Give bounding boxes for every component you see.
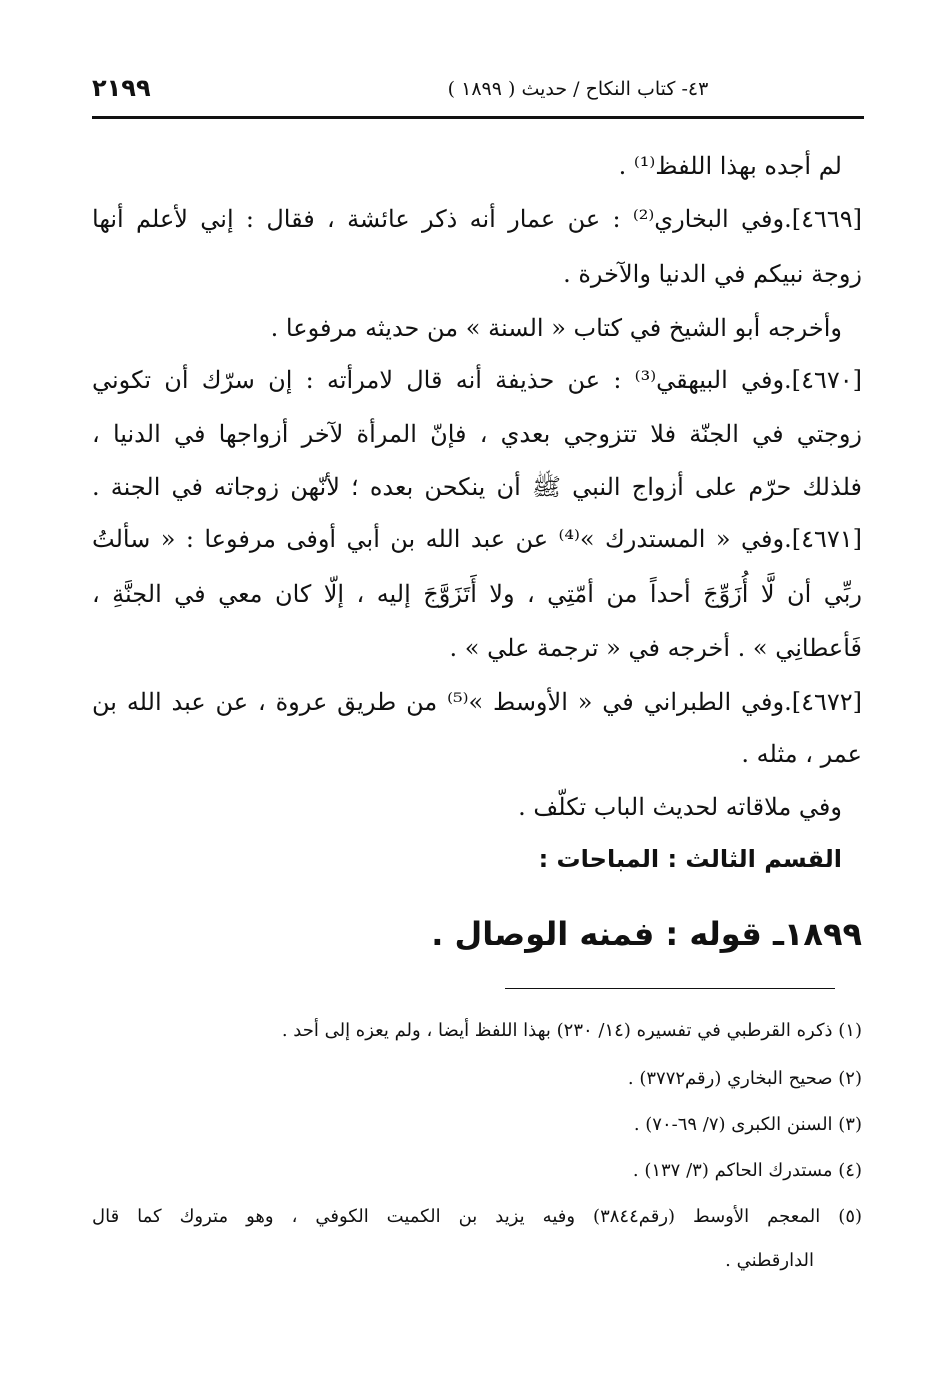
footnote: (٣) السنن الكبرى (٧/ ٦٩-٧٠) . [633,1114,862,1135]
body-line: زوجتي في الجنّة فلا تتزوجي بعدي ، فإنّ المرأة لآخر أزواجها في الدنيا ، [92,420,862,448]
footnote-separator [505,988,835,989]
page-header [92,70,864,119]
section-heading: القسم الثالث : المباحات : [538,845,842,873]
body-line: وأخرجه أبو الشيخ في كتاب « السنة » من حديثه مرفوعا . [270,314,842,342]
body-line: [٤٦٦٩].وفي البخاري⁽²⁾ : عن عمار أنه ذكر عائشة ، فقال : إني لأعلم أنها [92,205,862,233]
body-line: فَأعطانِي » . أخرجه في « ترجمة علي » . [449,634,862,662]
body-line: عمر ، مثله . [741,740,862,768]
body-line: لم أجده بهذا اللفظ⁽¹⁾ . [618,152,842,180]
footnote: (٥) المعجم الأوسط (رقم٣٨٤٤) وفيه يزيد بن الكميت الكوفي ، وهو متروك كما قال [92,1206,863,1227]
body-line: [٤٦٧٢].وفي الطبراني في « الأوسط »⁽⁵⁾ من طريق عروة ، عن عبد الله بن [92,688,863,716]
page-number: ٢١٩٩ [92,74,151,102]
footnote: (٢) صحيح البخاري (رقم٣٧٧٢) . [627,1068,862,1089]
footnote: (٤) مستدرك الحاكم (٣/ ١٣٧) . [632,1160,862,1181]
body-line: [٤٦٧٠].وفي البيهقي⁽³⁾ : عن حذيفة أنه قال لامرأته : إن سرّك أن تكوني [92,366,862,394]
body-line: فلذلك حرّم على أزواج النبي ﷺ أن ينكحن بعده ؛ لأنّهن زوجاته في الجنة . [92,473,862,501]
footnote: (١) ذكره القرطبي في تفسيره (١٤/ ٢٣٠) بهذا اللفظ أيضا ، ولم يعزه إلى أحد . [281,1020,862,1041]
body-line: زوجة نبيكم في الدنيا والآخرة . [563,260,862,288]
hadith-heading: ١٨٩٩ـ قوله : فمنه الوصال . [431,915,862,953]
body-line: وفي ملاقاته لحديث الباب تكلّف . [518,793,842,821]
body-line: [٤٦٧١].وفي « المستدرك »⁽⁴⁾ عن عبد الله بن أبي أوفى مرفوعا : « سألتُ [92,525,863,553]
body-line: ربِّي أن لَّا أُزَوِّجَ أحداً من أمّتِي ، ولا أَتَزَوَّجَ إليه ، إلّا كان معي في الجنَّةِ ، [92,580,862,608]
running-title: ٤٣- كتاب النكاح / حديث ( ١٨٩٩ ) [447,78,709,100]
footnote: الدارقطني . [725,1250,814,1271]
